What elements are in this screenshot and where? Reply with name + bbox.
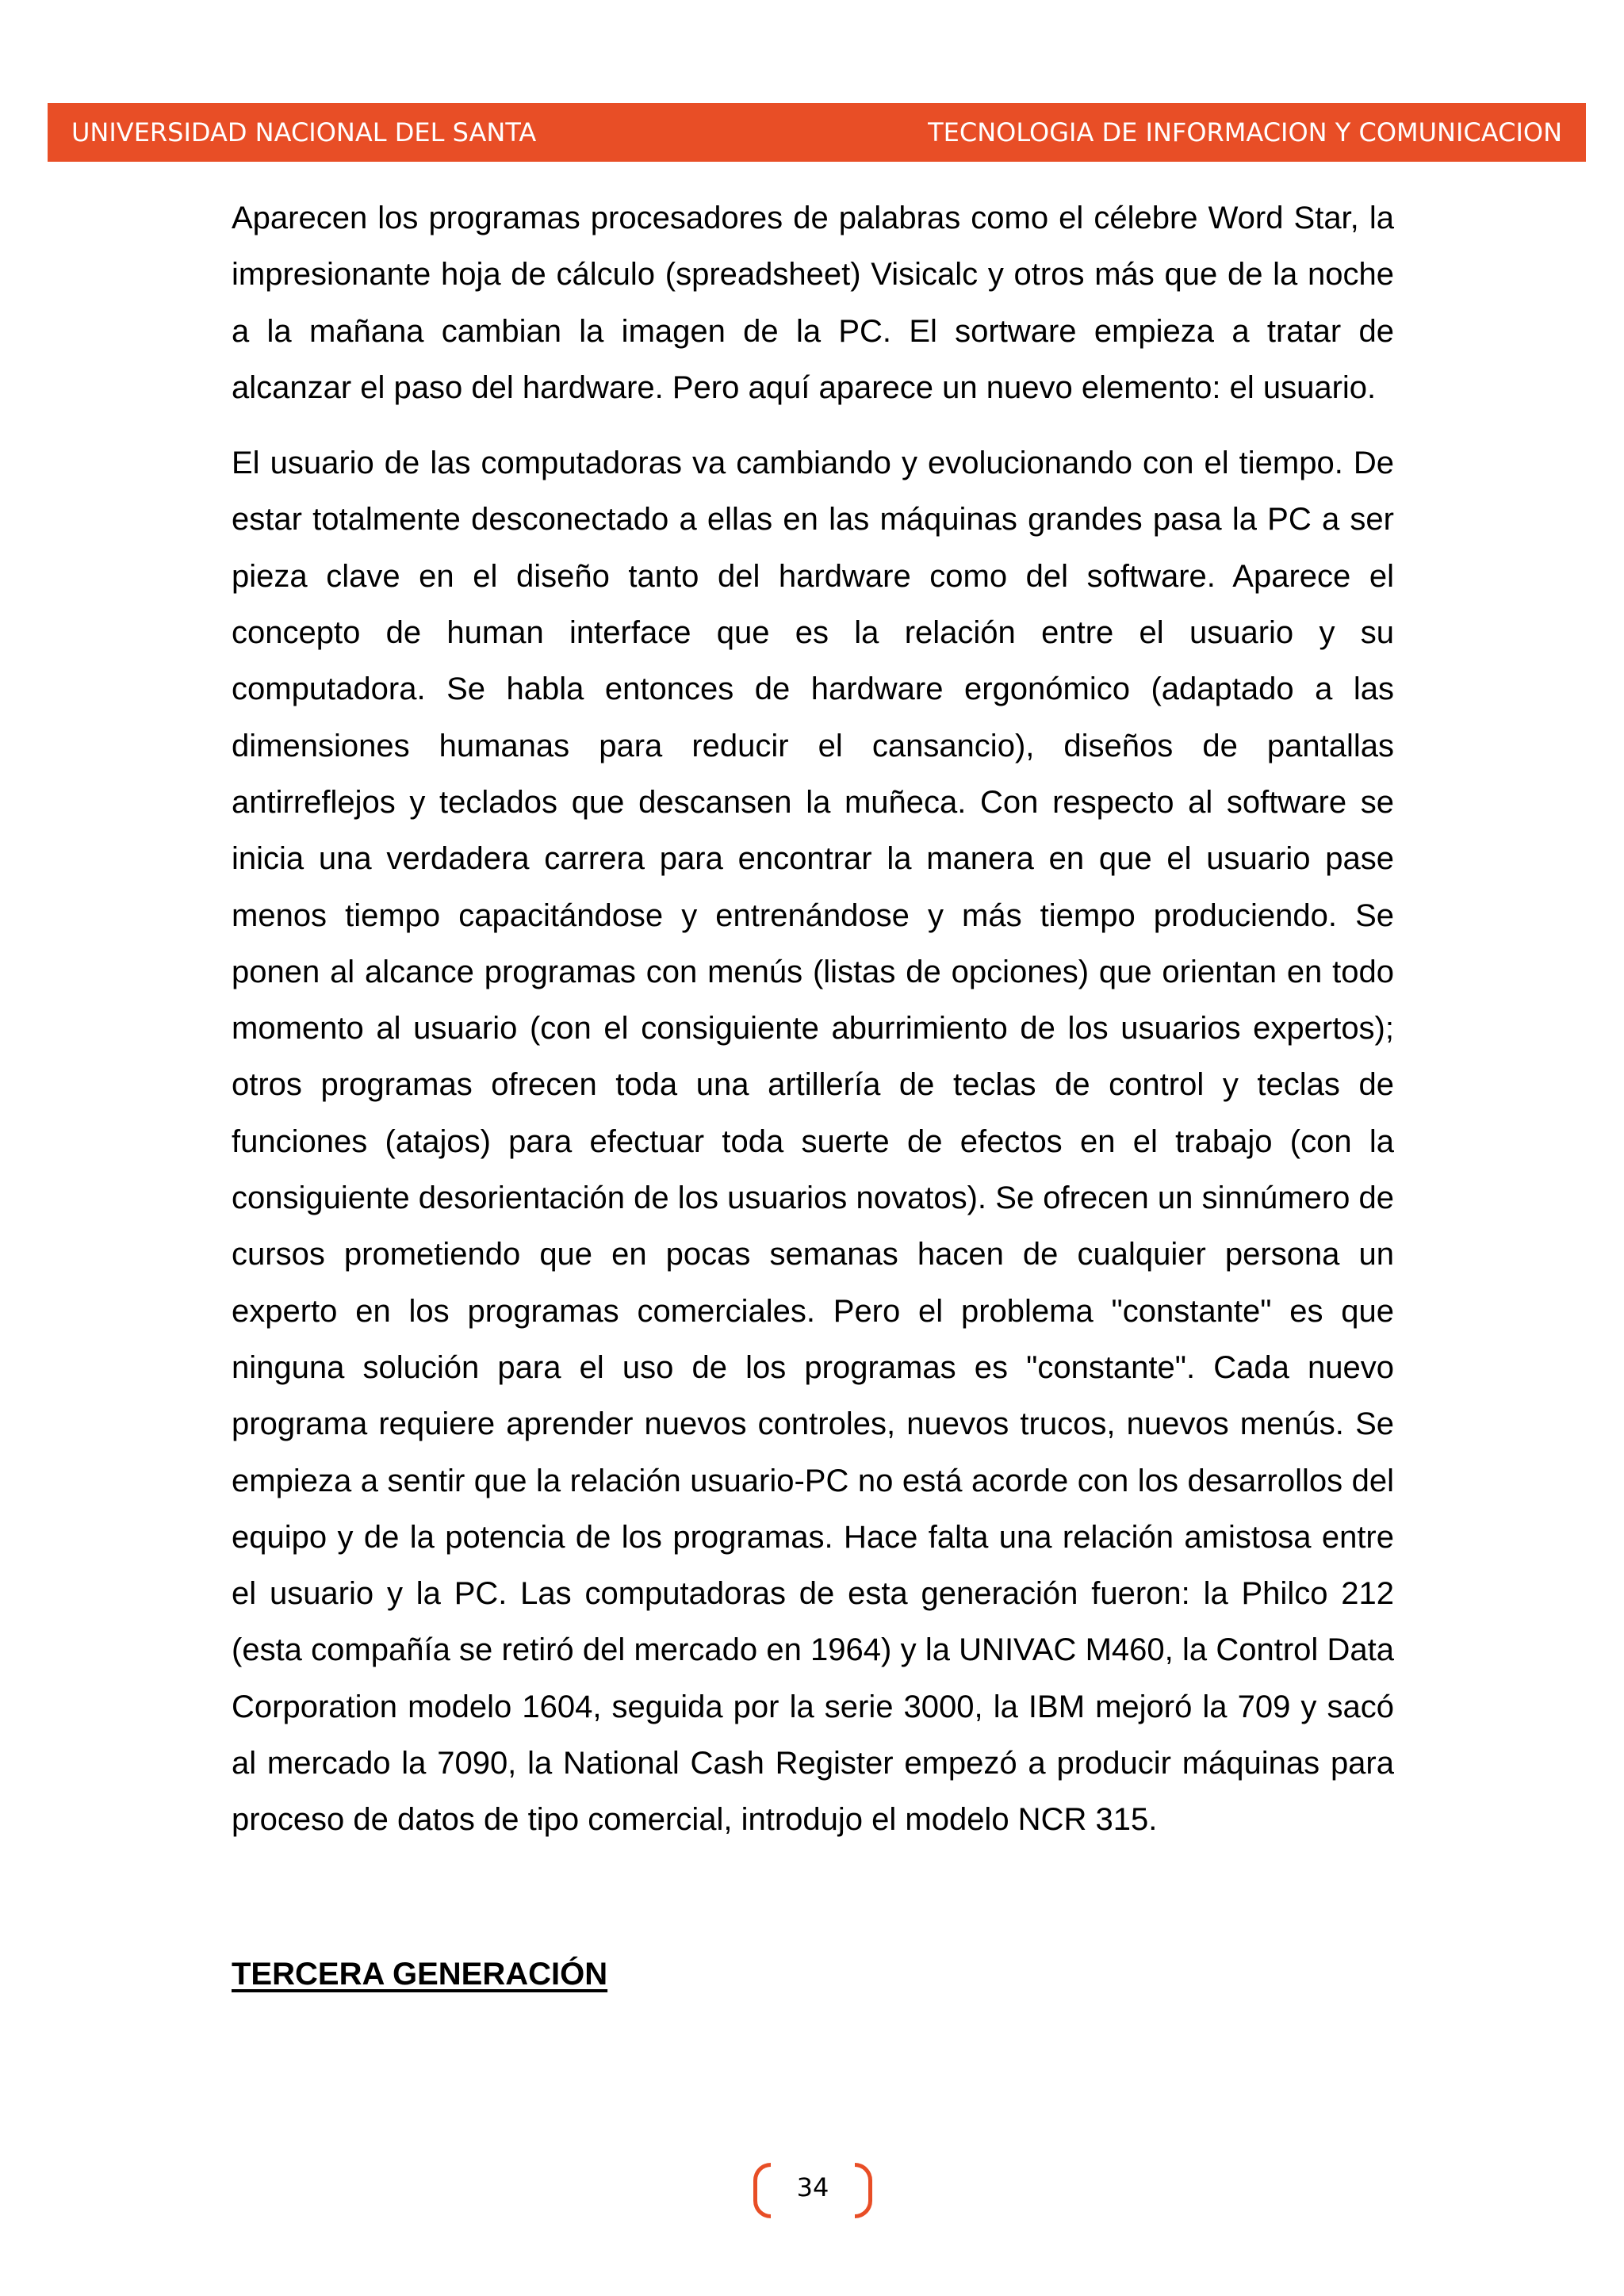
- body-paragraph: Aparecen los programas procesadores de palabras como el célebre Word Star, la impresionante hoja de cálculo (spreadsheet) Visicalc y otros más que de la noche a la mañana cambian la imagen de la PC. El sortware empieza a tratar de alcanzar el paso del hardware. Pero aquí aparece un nuevo elemento: el usuario.: [232, 201, 1394, 405]
- document-body: [232, 190, 1394, 1868]
- right-bracket-icon: [855, 2163, 872, 2218]
- header-course-title: TECNOLOGIA DE INFORMACION Y COMUNICACION: [928, 117, 1562, 147]
- body-paragraph: El usuario de las computadoras va cambiando y evolucionando con el tiempo. De estar totalmente desconectado a ellas en las máquinas grandes pasa la PC a ser pieza clave en el diseño tanto del hardware como del software. Aparece el concepto de human interface que es la relación entre el usuario y su computadora. Se habla entonces de hardware ergonómico (adaptado a las dimensiones humanas para reducir el cansancio), diseños de pantallas antirreflejos y teclados que descansen la muñeca. Con respecto al software se inicia una verdadera carrera para encontrar la manera en que el usuario pase menos tiempo capacitándose y entrenándose y más tiempo produciendo. Se ponen al alcance programas con menús (listas de opciones) que orientan en todo momento al usuario (con el consiguiente aburrimiento de los usuarios expertos); otros programas ofrecen toda una artillería de teclas de control y teclas de funciones (atajos) para efectuar toda suerte de efectos en el trabajo (con la consiguiente desorientación de los usuarios novatos). Se ofrecen un sinnúmero de cursos prometiendo que en pocas semanas hacen de cualquier persona un experto en los programas comerciales. Pero el problema "constante" es que ninguna solución para el uso de los programas es "constante". Cada nuevo programa requiere aprender nuevos controles, nuevos trucos, nuevos menús. Se empieza a sentir que la relación usuario-PC no está acorde con los desarrollos del equipo y de la potencia de los programas. Hace falta una relación amistosa entre el usuario y la PC. Las computadoras de esta generación fueron: la Philco 212 (esta compañía se retiró del mercado en 1964) y la UNIVAC M460, la Control Data Corporation modelo 1604, seguida por la serie 3000, la IBM mejoró la 709 y sacó al mercado la 7090, la National Cash Register empezó a producir máquinas para proceso de datos de tipo comercial, introdujo el modelo NCR 315.: [232, 446, 1394, 1838]
- section-heading: TERCERA GENERACIÓN: [232, 1957, 608, 1992]
- page-header: [48, 103, 1586, 162]
- page-number: 34: [796, 2172, 829, 2202]
- page-footer: [745, 2163, 880, 2226]
- header-university-name: UNIVERSIDAD NACIONAL DEL SANTA: [71, 117, 537, 147]
